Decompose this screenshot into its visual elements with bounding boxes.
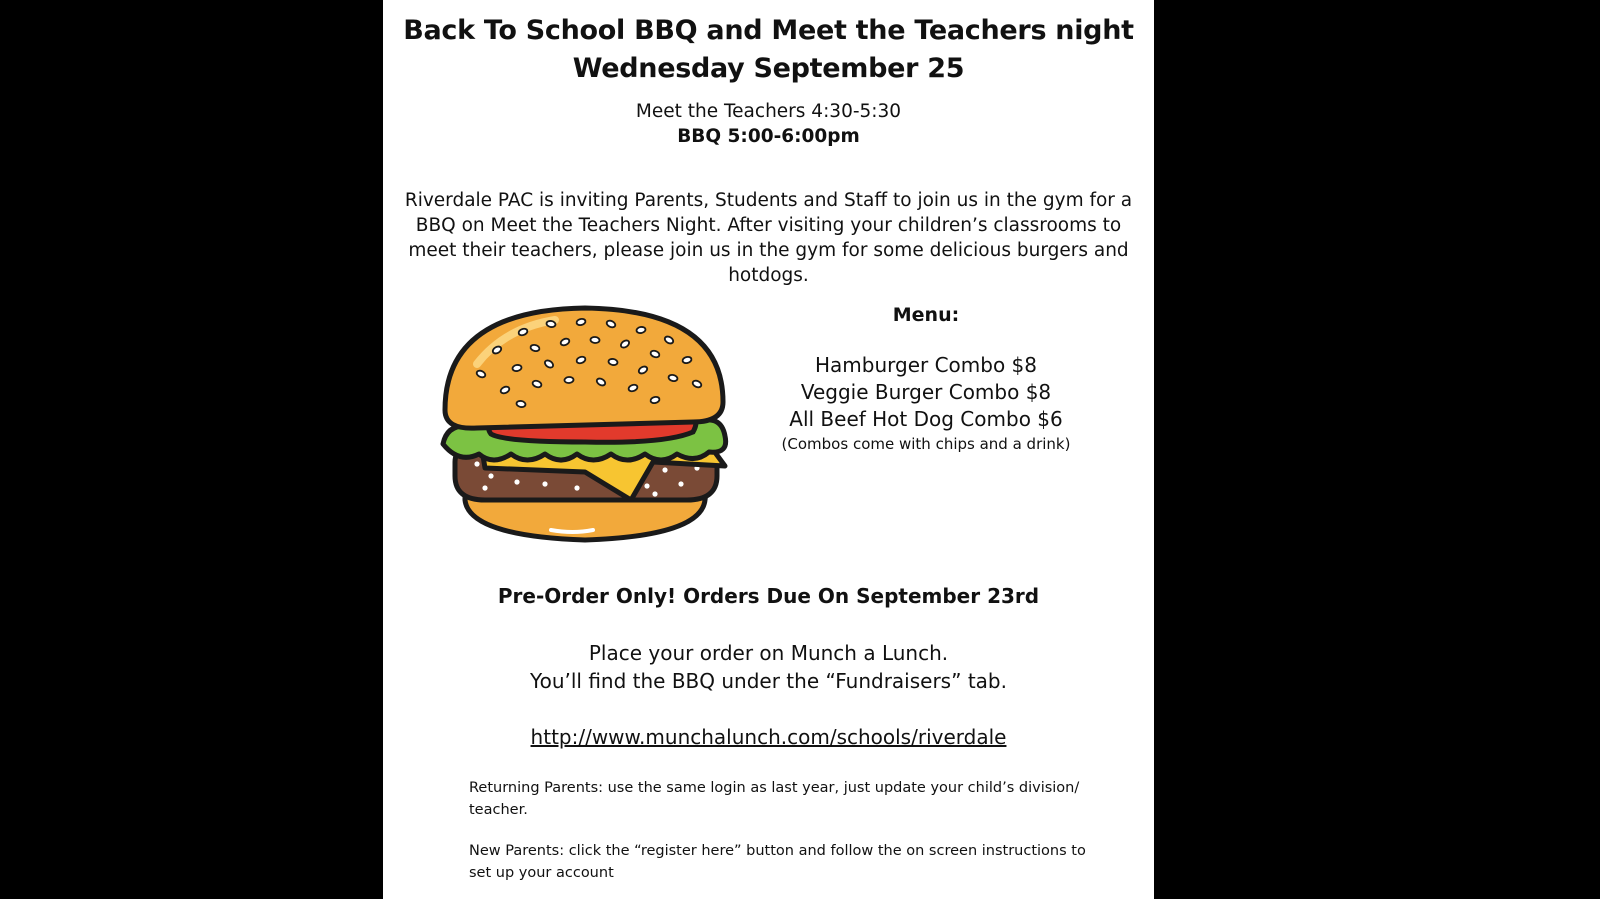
title-line-1: Back To School BBQ and Meet the Teachers night (403, 15, 1134, 46)
bbq-time: BBQ 5:00-6:00pm (677, 126, 860, 147)
menu-item-hot-dog: All Beef Hot Dog Combo $6 (789, 407, 1063, 431)
order-link-container (383, 723, 1154, 751)
order-instructions (383, 639, 1154, 695)
returning-parents-note: Returning Parents: use the same login as last year, just update your child’s division/ teacher. (469, 780, 1080, 818)
menu-note: (Combos come with chips and a drink) (781, 435, 1071, 453)
preorder-notice: Pre-Order Only! Orders Due On September 23rd (497, 584, 1040, 608)
event-times (383, 99, 1154, 149)
flyer-title (383, 12, 1154, 88)
menu-item-hamburger: Hamburger Combo $8 (814, 353, 1038, 377)
flyer-page (383, 0, 1154, 899)
hamburger-illustration (425, 304, 745, 544)
meet-teachers-time: Meet the Teachers 4:30-5:30 (635, 101, 902, 122)
title-line-2: Wednesday September 25 (572, 53, 965, 84)
invitation-paragraph: Riverdale PAC is inviting Parents, Students and Staff to join us in the gym for a BBQ on Meet the Teachers Night. After visiting your children’s classrooms to meet their teachers, please join us in the gym for some delicious burgers and hotdogs. (404, 190, 1133, 286)
new-parents-note: New Parents: click the “register here” button and follow the on screen instructions to set up your account (469, 843, 1086, 881)
order-instructions-line-1: Place your order on Munch a Lunch. (588, 641, 949, 665)
menu-heading: Menu: (892, 304, 960, 326)
menu-item-veggie-burger: Veggie Burger Combo $8 (800, 380, 1052, 404)
order-instructions-line-2: You’ll find the BBQ under the “Fundraisers” tab. (530, 669, 1007, 693)
menu-section (776, 302, 1076, 455)
munchalunch-link[interactable]: http://www.munchalunch.com/schools/riverdale (530, 725, 1007, 749)
